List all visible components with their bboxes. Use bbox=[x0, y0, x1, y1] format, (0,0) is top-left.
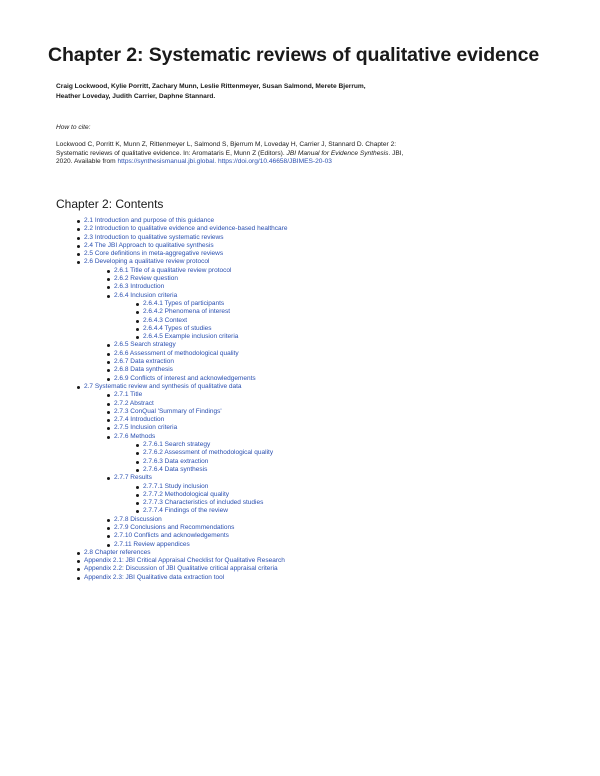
toc-item bbox=[56, 507, 476, 515]
toc-link[interactable]: 2.8 Chapter references bbox=[84, 548, 151, 556]
toc-item bbox=[56, 557, 476, 565]
toc-link[interactable]: 2.7.1 Title bbox=[114, 391, 143, 399]
toc-item bbox=[56, 474, 476, 482]
toc-link[interactable]: 2.7.7.2 Methodological quality bbox=[143, 490, 230, 498]
toc-item bbox=[56, 317, 476, 325]
toc-link[interactable]: 2.2 Introduction to qualitative evidence and evidence-based healthcare bbox=[84, 225, 288, 233]
citation-manual-title: JBI Manual for Evidence Synthesis bbox=[286, 149, 389, 157]
contents-heading: Chapter 2: Contents bbox=[56, 197, 164, 211]
toc-link[interactable]: 2.5 Core definitions in meta-aggregative reviews bbox=[84, 250, 224, 258]
toc-link[interactable]: 2.6.9 Conflicts of interest and acknowledgements bbox=[114, 374, 256, 382]
toc-link[interactable]: 2.7.8 Discussion bbox=[114, 515, 162, 523]
citation-part1: Lockwood C, Porritt K, Munn Z, Rittenmeyer L, Salmond S, Bjerrum M, Loveday H, Carrier J, Stannard D. Chapter 2: Systematic reviews of qualitative evidence. In: Aromataris E, Munn Z (Editors). bbox=[56, 141, 397, 157]
chapter-title: Chapter 2: Systematic reviews of qualitative evidence bbox=[48, 44, 540, 66]
toc-link[interactable]: 2.7.6.2 Assessment of methodological quality bbox=[143, 449, 274, 457]
toc-link[interactable]: 2.6 Developing a qualitative review protocol bbox=[84, 258, 210, 266]
author-list: Craig Lockwood, Kylie Porritt, Zachary Munn, Leslie Rittenmeyer, Susan Salmond, Merete Bjerrum, Heather Loveday, Judith Carrier, Daphne Stannard. bbox=[56, 83, 366, 100]
toc-item bbox=[56, 350, 476, 358]
citation-doi-link[interactable]: https://doi.org/10.46658/JBIMES-20-03 bbox=[217, 158, 332, 166]
toc-item bbox=[56, 516, 476, 524]
toc-link[interactable]: 2.7.7.4 Findings of the review bbox=[143, 507, 228, 515]
toc-item bbox=[56, 308, 476, 316]
toc-link[interactable]: 2.7 Systematic review and synthesis of qualitative data bbox=[84, 382, 242, 390]
toc-link[interactable]: 2.4 The JBI Approach to qualitative synthesis bbox=[84, 241, 214, 249]
toc-list bbox=[56, 217, 476, 582]
toc-item bbox=[56, 391, 476, 399]
toc-link[interactable]: 2.7.6 Methods bbox=[114, 432, 156, 440]
toc-link[interactable]: 2.6.4 Inclusion criteria bbox=[114, 291, 178, 299]
toc-item bbox=[56, 541, 476, 549]
toc-item bbox=[56, 433, 476, 441]
toc-link[interactable]: 2.6.3 Introduction bbox=[114, 283, 165, 291]
toc-link[interactable]: 2.7.6.1 Search strategy bbox=[143, 441, 211, 449]
toc-item bbox=[56, 217, 476, 225]
toc-item bbox=[56, 383, 476, 391]
toc-item bbox=[56, 292, 476, 300]
toc-item bbox=[56, 524, 476, 532]
toc-link[interactable]: 2.6.6 Assessment of methodological quality bbox=[114, 349, 239, 357]
toc-item bbox=[56, 483, 476, 491]
toc-link[interactable]: 2.3 Introduction to qualitative systematic reviews bbox=[84, 233, 224, 241]
toc-item bbox=[56, 408, 476, 416]
toc-item bbox=[56, 458, 476, 466]
toc-item bbox=[56, 416, 476, 424]
toc-link[interactable]: 2.6.4.4 Types of studies bbox=[143, 324, 212, 332]
toc-link[interactable]: 2.7.11 Review appendices bbox=[114, 540, 190, 548]
toc-item bbox=[56, 358, 476, 366]
toc-item bbox=[56, 532, 476, 540]
toc-item bbox=[56, 375, 476, 383]
toc-link[interactable]: 2.7.7.3 Characteristics of included studies bbox=[143, 499, 264, 507]
toc-link[interactable]: 2.6.4.3 Context bbox=[143, 316, 188, 324]
toc-link[interactable]: 2.6.2 Review question bbox=[114, 275, 178, 283]
citation-text bbox=[56, 141, 406, 167]
toc-item bbox=[56, 250, 476, 258]
toc-item bbox=[56, 466, 476, 474]
toc-link[interactable]: 2.1 Introduction and purpose of this guidance bbox=[84, 217, 215, 224]
toc-link[interactable]: Appendix 2.3: JBI Qualitative data extraction tool bbox=[84, 573, 225, 581]
toc-item bbox=[56, 441, 476, 449]
toc-link[interactable]: 2.7.9 Conclusions and Recommendations bbox=[114, 523, 235, 531]
toc-item bbox=[56, 449, 476, 457]
toc-item bbox=[56, 325, 476, 333]
toc-link[interactable]: 2.6.7 Data extraction bbox=[114, 358, 174, 366]
toc-link[interactable]: 2.7.6.3 Data extraction bbox=[143, 457, 209, 465]
toc-link[interactable]: 2.6.8 Data synthesis bbox=[114, 366, 173, 374]
toc-item bbox=[56, 565, 476, 573]
toc-item bbox=[56, 275, 476, 283]
table-of-contents bbox=[56, 217, 476, 582]
toc-item bbox=[56, 424, 476, 432]
toc-link[interactable]: 2.6.4.1 Types of participants bbox=[143, 299, 225, 307]
toc-item bbox=[56, 300, 476, 308]
citation-part2: . JBI, 2020. Available from bbox=[56, 149, 404, 166]
toc-link[interactable]: Appendix 2.1: JBI Critical Appraisal Checklist for Qualitative Research bbox=[84, 557, 285, 565]
toc-item bbox=[56, 333, 476, 341]
how-to-cite-label: How to cite: bbox=[56, 124, 91, 131]
toc-link[interactable]: 2.7.7.1 Study inclusion bbox=[143, 482, 209, 490]
toc-link[interactable]: 2.7.3 ConQual 'Summary of Findings' bbox=[114, 407, 222, 415]
toc-link[interactable]: 2.6.4.5 Example inclusion criteria bbox=[143, 333, 239, 341]
toc-item bbox=[56, 283, 476, 291]
toc-link[interactable]: 2.7.5 Inclusion criteria bbox=[114, 424, 178, 432]
toc-item bbox=[56, 366, 476, 374]
toc-link[interactable]: 2.7.10 Conflicts and acknowledgements bbox=[114, 532, 229, 540]
toc-item bbox=[56, 499, 476, 507]
toc-item bbox=[56, 400, 476, 408]
toc-item bbox=[56, 225, 476, 233]
toc-item bbox=[56, 341, 476, 349]
toc-item bbox=[56, 234, 476, 242]
toc-item bbox=[56, 242, 476, 250]
toc-link[interactable]: 2.6.4.2 Phenomena of interest bbox=[143, 308, 231, 316]
toc-item bbox=[56, 549, 476, 557]
toc-item bbox=[56, 258, 476, 266]
citation-url-link[interactable]: https://synthesismanual.jbi.global. bbox=[117, 158, 217, 166]
toc-link[interactable]: 2.7.6.4 Data synthesis bbox=[143, 465, 208, 473]
toc-link[interactable]: 2.6.5 Search strategy bbox=[114, 341, 176, 349]
toc-link[interactable]: 2.7.2 Abstract bbox=[114, 399, 154, 407]
toc-link[interactable]: 2.6.1 Title of a qualitative review protocol bbox=[114, 266, 232, 274]
toc-link[interactable]: 2.7.7 Results bbox=[114, 474, 152, 482]
toc-link[interactable]: 2.7.4 Introduction bbox=[114, 416, 165, 424]
toc-item bbox=[56, 574, 476, 582]
toc-link[interactable]: Appendix 2.2: Discussion of JBI Qualitative critical appraisal criteria bbox=[84, 565, 278, 573]
toc-item bbox=[56, 267, 476, 275]
toc-item bbox=[56, 491, 476, 499]
